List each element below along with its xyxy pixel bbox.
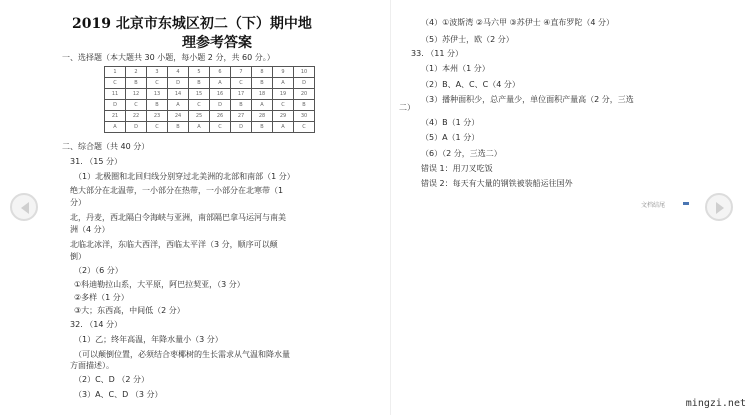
grid-row	[105, 122, 315, 133]
grid-cell: 24	[168, 111, 189, 122]
grid-cell: A	[105, 122, 126, 133]
grid-cell: 17	[231, 89, 252, 100]
grid-cell: D	[168, 78, 189, 89]
grid-cell: 5	[189, 67, 210, 78]
answer-line: 倒）	[70, 252, 86, 261]
answer-line: 32. （14 分）	[70, 320, 122, 329]
answer-line: ③大；东西高，中间低（2 分）	[74, 306, 185, 315]
grid-cell: D	[105, 100, 126, 111]
grid-cell: 16	[210, 89, 231, 100]
answer-line: （6）（2 分，三选二）	[421, 149, 502, 158]
grid-cell: A	[168, 100, 189, 111]
grid-cell: 29	[273, 111, 294, 122]
answer-line: 洲（4 分）	[70, 225, 110, 234]
answer-line: 二）	[399, 103, 415, 112]
grid-cell: B	[252, 78, 273, 89]
grid-cell: 12	[126, 89, 147, 100]
grid-cell: 11	[105, 89, 126, 100]
grid-cell: C	[231, 78, 252, 89]
answer-line: （4）B（1 分）	[421, 118, 480, 127]
answer-line: 错误 2：每天有大量的钢铁被装船运往国外	[421, 179, 573, 188]
grid-cell: 22	[126, 111, 147, 122]
grid-cell: 18	[252, 89, 273, 100]
grid-cell: 2	[126, 67, 147, 78]
grid-cell: A	[189, 122, 210, 133]
answer-line: 错误 1：用刀叉吃饭	[421, 164, 493, 173]
grid-cell: B	[147, 100, 168, 111]
next-page-button[interactable]	[705, 193, 733, 221]
grid-cell: D	[294, 78, 315, 89]
answer-line: ②多样（1 分）	[74, 293, 129, 302]
grid-cell: 23	[147, 111, 168, 122]
answer-line: （4）①波斯湾 ②马六甲 ③苏伊士 ④直布罗陀（4 分）	[421, 18, 615, 27]
grid-cell: A	[252, 100, 273, 111]
answer-grid	[104, 66, 315, 133]
grid-cell: A	[273, 122, 294, 133]
answer-line: （可以颠倒位置，必须结合枣椰树的生长需求从气温和降水量	[74, 350, 290, 359]
grid-cell: D	[231, 122, 252, 133]
section-heading-choice: 一、选择题（本大题共 30 小题，每小题 2 分，共 60 分。）	[62, 53, 275, 62]
grid-cell: 20	[294, 89, 315, 100]
grid-cell: 26	[210, 111, 231, 122]
grid-cell: C	[294, 122, 315, 133]
grid-cell: 7	[231, 67, 252, 78]
document-end-mark: 文档结尾	[641, 202, 666, 209]
answer-line: （2）C、D （2 分）	[74, 375, 150, 384]
grid-cell: 3	[147, 67, 168, 78]
grid-cell: B	[252, 122, 273, 133]
grid-cell: C	[147, 78, 168, 89]
answer-line: （1）乙；终年高温，年降水量小（3 分）	[74, 335, 223, 344]
grid-cell: C	[147, 122, 168, 133]
previous-page-button[interactable]	[10, 193, 38, 221]
answer-line: （2）B、A、C、C（4 分）	[421, 80, 520, 89]
grid-cell: B	[294, 100, 315, 111]
answer-line: ①科迪勒拉山系，大平原，阿巴拉契亚，（3 分）	[74, 280, 245, 289]
grid-cell: A	[210, 78, 231, 89]
document-end-mark-bar	[683, 202, 689, 205]
grid-cell: D	[126, 122, 147, 133]
grid-cell: 14	[168, 89, 189, 100]
grid-cell: 19	[273, 89, 294, 100]
grid-cell: B	[231, 100, 252, 111]
chevron-right-icon	[714, 201, 726, 215]
grid-cell: 13	[147, 89, 168, 100]
document-page-right	[390, 0, 703, 415]
page-title-line-1: 2019 北京市东城区初二（下）期中地	[72, 16, 312, 32]
grid-cell: 10	[294, 67, 315, 78]
site-watermark: mingzi.net	[685, 398, 746, 409]
grid-row	[105, 111, 315, 122]
grid-cell: B	[126, 78, 147, 89]
answer-line: 北，丹麦，西北隔白令海峡与亚洲，南部隔巴拿马运河与南美	[70, 213, 286, 222]
grid-row	[105, 67, 315, 78]
grid-cell: 30	[294, 111, 315, 122]
answer-line: 绝大部分在北温带，一小部分在热带，一小部分在北寒带（1	[70, 186, 284, 195]
answer-line: （1）北极圈和北回归线分别穿过北美洲的北部和南部（1 分）	[74, 172, 295, 181]
answer-line: （5）A（1 分）	[421, 133, 480, 142]
grid-cell: B	[189, 78, 210, 89]
grid-cell: 8	[252, 67, 273, 78]
answer-line: （2）（6 分）	[74, 266, 123, 275]
grid-row	[105, 78, 315, 89]
grid-cell: C	[210, 122, 231, 133]
grid-cell: 4	[168, 67, 189, 78]
grid-cell: A	[273, 78, 294, 89]
grid-cell: 27	[231, 111, 252, 122]
grid-cell: C	[126, 100, 147, 111]
answer-line: 方面描述）。	[70, 361, 114, 370]
answer-line: 33. （11 分）	[411, 49, 463, 58]
answer-line: 分）	[70, 198, 86, 207]
grid-cell: 21	[105, 111, 126, 122]
section-heading-comprehensive: 二、综合题（共 40 分）	[62, 142, 150, 151]
answer-line: （1）本州（1 分）	[421, 64, 490, 73]
answer-line: 31. （15 分）	[70, 157, 122, 166]
answer-line: （3）播种面积少，总产量少，单位面积产量高（2 分，三选	[421, 95, 634, 104]
grid-cell: C	[273, 100, 294, 111]
grid-cell: 6	[210, 67, 231, 78]
grid-cell: 25	[189, 111, 210, 122]
answer-line: （3）A、C、D （3 分）	[74, 390, 163, 399]
grid-cell: 1	[105, 67, 126, 78]
answer-line: （5）苏伊士，欧（2 分）	[421, 35, 514, 44]
grid-cell: 15	[189, 89, 210, 100]
chevron-left-icon	[19, 201, 31, 215]
grid-row	[105, 100, 315, 111]
grid-cell: 28	[252, 111, 273, 122]
grid-cell: D	[210, 100, 231, 111]
grid-cell: C	[189, 100, 210, 111]
grid-row	[105, 89, 315, 100]
document-page-left	[62, 0, 374, 415]
grid-cell: 9	[273, 67, 294, 78]
grid-cell: B	[168, 122, 189, 133]
answer-line: 北临北冰洋，东临大西洋，西临太平洋（3 分，顺序可以颠	[70, 240, 278, 249]
grid-cell: C	[105, 78, 126, 89]
page-title-line-2: 理参考答案	[182, 35, 252, 51]
